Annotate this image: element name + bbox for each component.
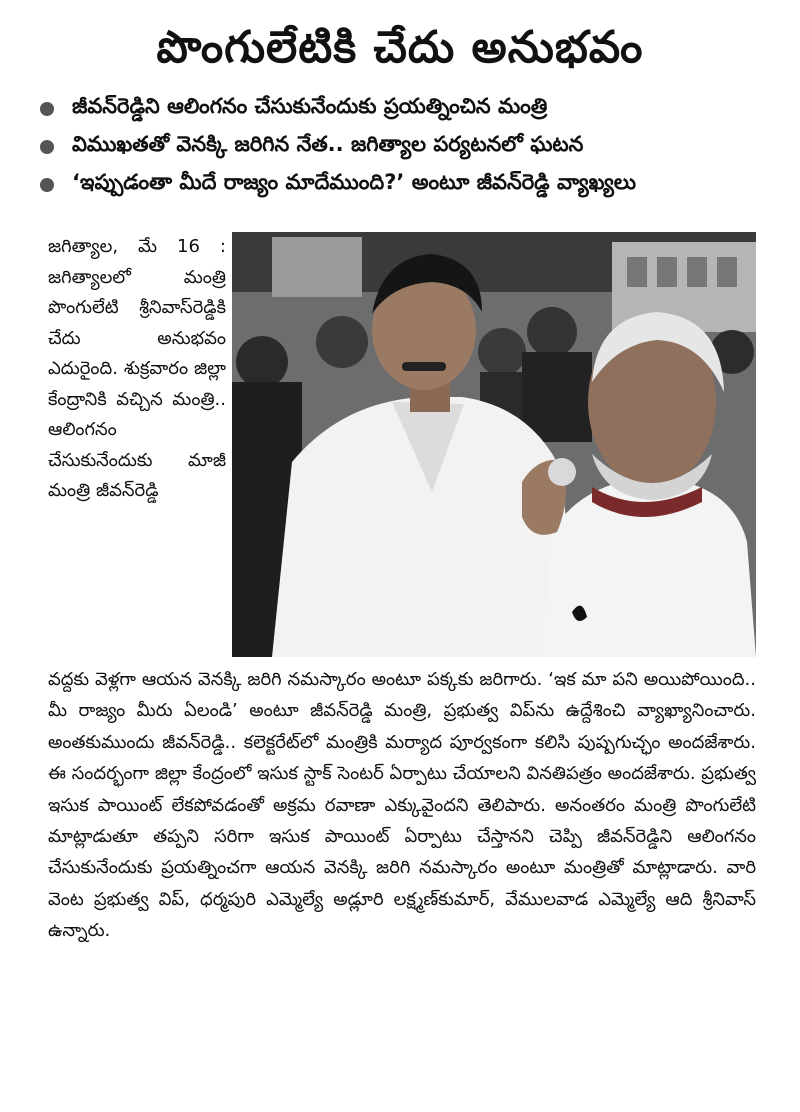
- subheadline-list: [40, 90, 780, 204]
- subheadline-item: [40, 166, 780, 204]
- news-photo-illustration: [232, 232, 756, 657]
- subheadline-item: [40, 128, 780, 166]
- bullet-dot-icon: [40, 178, 54, 192]
- subheadline-text: జీవన్‌రెడ్డిని ఆలింగనం చేసుకునేందుకు ప్రయత్నించిన మంత్రి: [72, 94, 548, 118]
- article-body: వద్దకు వెళ్లగా ఆయన వెనక్కి జరిగి నమస్కారం అంటూ పక్కకు జరిగారు. ‘ఇక మా పని అయిపోయింది.. మీ రాజ్యం మీరు ఏలండి’ అంటూ జీవన్‌రెడ్డి మంత్రి, ప్రభుత్వ విప్‌ను ఉద్దేశించి వ్యాఖ్యానించారు. అంతకుముందు జీవన్‌రెడ్డి.. కలెక్టరేట్‌లో మంత్రికి మర్యాద పూర్వకంగా కలిసి పుష్పగుచ్ఛం అందజేశారు. ఈ సందర్భంగా జిల్లా కేంద్రంలో ఇసుక స్టాక్ సెంటర్ ఏర్పాటు చేయాలని వినతిపత్రం అందజేశారు. ప్రభుత్వ ఇసుక పాయింట్ లేకపోవడంతో అక్రమ రవాణా ఎక్కువైందని తెలిపారు. అనంతరం మంత్రి పొంగులేటి మాట్లాడుతూ తప్పని సరిగా ఇసుక పాయింట్ ఏర్పాటు చేస్తానని చెప్పి జీవన్‌రెడ్డిని ఆలింగనం చేసుకునేందుకు ప్రయత్నించగా ఆయన వెనక్కి జరిగి నమస్కారం అంటూ మంత్రితో మాట్లాడారు. వారి వెంట ప్రభుత్వ విప్, ధర్మపురి ఎమ్మెల్యే అడ్లూరి లక్ష్మణ్‌కుమార్, వేములవాడ ఎమ్మెల్యే ఆది శ్రీనివాస్ ఉన్నారు.: [48, 669, 756, 942]
- bullet-dot-icon: [40, 102, 54, 116]
- subheadline-text: విముఖతతో వెనక్కి జరిగిన నేత.. జగిత్యాల పర్యటనలో ఘటన: [72, 132, 584, 156]
- news-photo: [232, 232, 756, 657]
- bullet-dot-icon: [40, 140, 54, 154]
- article-lead-column: జగిత్యాల, మే 16 : జగిత్యాలలో మంత్రి పొంగులేటి శ్రీనివాస్‌రెడ్డికి చేదు అనుభవం ఎదురైంది. శుక్రవారం జిల్లా కేంద్రానికి వచ్చిన మంత్రి.. ఆలింగనం చేసుకునేందుకు మాజీ మంత్రి జీవన్‌రెడ్డి: [48, 236, 226, 501]
- cropped-previous-line: [270, 0, 380, 6]
- subheadline-text: ‘ఇప్పుడంతా మీదే రాజ్యం మాదేముంది?’ అంటూ జీవన్‌రెడ్డి వ్యాఖ్యలు: [72, 170, 637, 194]
- subheadline-item: [40, 90, 780, 128]
- headline: పొంగులేటికి చేదు అనుభవం: [156, 22, 644, 73]
